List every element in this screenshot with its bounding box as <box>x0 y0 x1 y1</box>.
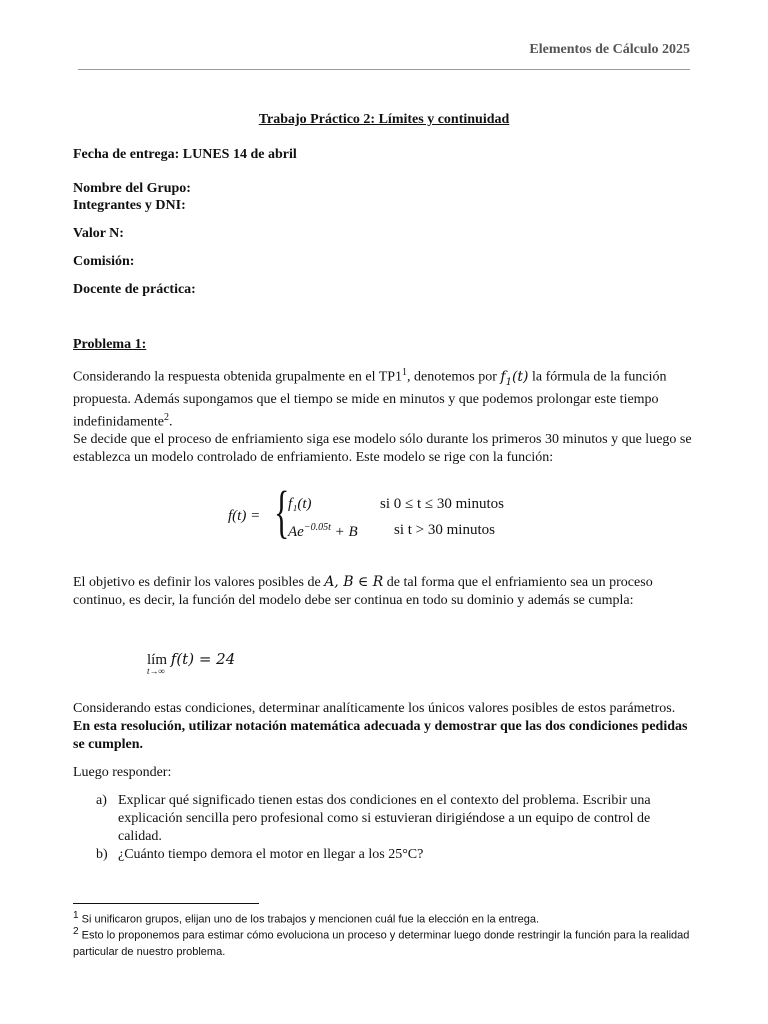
formula-lhs: f(t) = <box>228 508 261 524</box>
footnote-divider <box>73 903 259 904</box>
problem-paragraph-1: Considerando la respuesta obtenida grupalmente en el $TP1^1$, denotemos por $f_1(t)$ la fórmula de la función propuesta. Además supongamos que el tiempo se mide en minutos y que podemos prolongar este tiempo indefinidamente$^2$. <box>73 367 667 431</box>
brace-glyph: { <box>274 479 290 544</box>
value-n-field: Valor N: <box>73 226 124 241</box>
case-2-expression: $Ae^{-0.05t} + B$ <box>288 522 358 540</box>
problem-paragraph-3: El objetivo es definir los valores posibles de A, B ∈ R de tal forma que el enfriamiento sea un proceso continuo, es decir, la función del modelo debe ser continua en todo su dominio y además se cumpla: <box>73 574 653 608</box>
footnote-2: 2 Esto lo proponemos para estimar cómo evoluciona un proceso y determinar luego donde restringir la función para la realidad particular de nuestro problema. <box>73 926 690 958</box>
list-label-b: b) <box>96 847 108 862</box>
f1-notation: $f_1(t)$ <box>500 368 529 388</box>
teacher-field: Docente de práctica: <box>73 282 196 297</box>
lim-expression: f(t) = 24 <box>170 650 236 668</box>
case-2-condition: si t > 30 minutos <box>394 522 495 538</box>
problem-paragraph-5: Luego responder: <box>73 765 172 780</box>
header-divider <box>78 69 690 70</box>
deadline-field: Fecha de entrega: LUNES 14 de abril <box>73 147 297 162</box>
header-title: Elementos de Cálculo 2025 <box>529 42 690 57</box>
case-1-condition: si 0 ≤ t ≤ 30 minutos <box>380 496 504 512</box>
p1-text-b: , denotemos por <box>407 369 501 385</box>
members-field: Integrantes y DNI: <box>73 198 186 213</box>
document-title: Trabajo Práctico 2: Límites y continuidad <box>258 112 510 127</box>
footnote-ref-1: 1 <box>402 367 408 378</box>
footnote-ref-2: 2 <box>163 412 169 424</box>
ab-set-notation: A, B ∈ R <box>324 574 384 590</box>
p1-text-c: la fórmula de la función propuesta. Además supongamos que el tiempo se mide en minutos y que podemos prolongar este tiempo indefinidamente <box>73 369 667 431</box>
footnote-1: 1 Si unificaron grupos, elijan uno de los trabajos y mencionen cuál fue la elección en la entrega. <box>73 910 540 926</box>
lim-word: lím <box>147 652 168 668</box>
list-label-a: a) <box>96 793 107 808</box>
list-item-b <box>96 846 695 866</box>
problem-paragraph-2: Se decide que el proceso de enfriamiento siga ese modelo sólo durante los primeros 30 minutos y que luego se establezca un modelo controlado de enfriamiento. Este modelo se rige con la función: <box>73 432 692 465</box>
list-text-b: ¿Cuánto tiempo demora el motor en llegar a los 25°C? <box>118 847 424 862</box>
p1-text-a: Considerando la respuesta obtenida grupalmente en el TP1 <box>73 369 403 385</box>
case-1-expression: f₁(t) <box>288 496 312 512</box>
commission-field: Comisión: <box>73 254 135 269</box>
p4-bold-instruction: En esta resolución, utilizar notación matemática adecuada y demostrar que las dos condiciones pedidas se cumplen. <box>73 719 688 752</box>
group-name-field: Nombre del Grupo: <box>73 181 191 196</box>
list-text-a: Explicar qué significado tienen estas dos condiciones en el contexto del problema. Escribir una explicación sencilla pero profesional como si estuvieran dirigiéndose a un equipo de control de calidad. <box>118 793 651 844</box>
lim-subscript: t→∞ <box>147 666 165 676</box>
limit-formula <box>147 650 236 676</box>
problem-paragraph-4: Considerando estas condiciones, determinar analíticamente los únicos valores posibles de estos parámetros. En esta resolución, utilizar notación matemática adecuada y demostrar que las dos condiciones pedidas se cumplen. <box>73 701 688 752</box>
list-item-a <box>96 792 695 848</box>
problem-heading: Problema 1: <box>73 337 147 352</box>
piecewise-formula <box>228 479 548 548</box>
